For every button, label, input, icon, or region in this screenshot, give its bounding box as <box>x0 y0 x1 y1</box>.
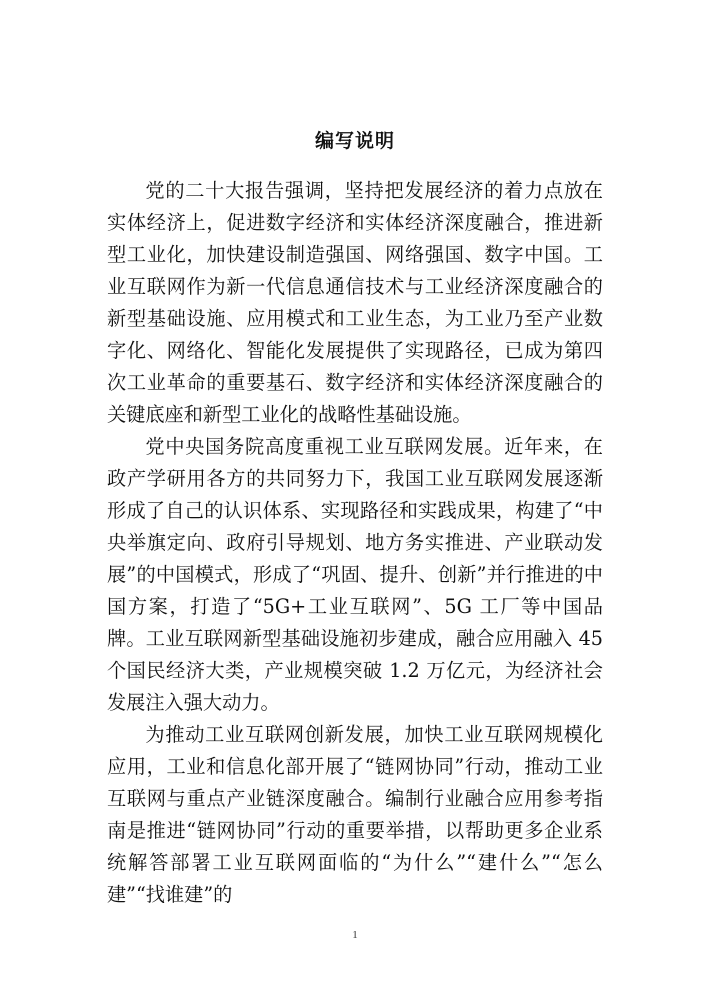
paragraph-3: 为推动工业互联网创新发展，加快工业互联网规模化应用，工业和信息化部开展了“链网协同”行动，推动工业互联网与重点产业链深度融合。编制行业融合应用参考指南是推进“链网协同”行动的重要举措，以帮助更多企业系统解答部署工业互联网面临的“为什么”“建什么”“怎么建”“找谁建”的 <box>107 723 603 906</box>
paragraph-1: 党的二十大报告强调，坚持把发展经济的着力点放在实体经济上，促进数字经济和实体经济深度融合，推进新型工业化，加快建设制造强国、网络强国、数字中国。工业互联网作为新一代信息通信技术与工业经济深度融合的新型基础设施、应用模式和工业生态，为工业乃至产业数字化、网络化、智能化发展提供了实现路径，已成为第四次工业革命的重要基石、数字经济和实体经济深度融合的关键底座和新型工业化的战略性基础设施。 <box>107 179 603 426</box>
body-text <box>107 175 603 911</box>
page-title: 编写说明 <box>314 130 395 152</box>
paragraph-2: 党中央国务院高度重视工业互联网发展。近年来，在政产学研用各方的共同努力下，我国工业互联网发展逐渐形成了自己的认识体系、实现路径和实践成果，构建了“中央举旗定向、政府引导规划、地方务实推进、产业联动发展”的中国模式，形成了“巩固、提升、创新”并行推进的中国方案，打造了“5G+工业互联网”、5G 工厂等中国品牌。工业互联网新型基础设施初步建成，融合应用融入 45 个国民经济大类，产业规模突破 1.2 万亿元，为经济社会发展注入强大动力。 <box>107 435 603 714</box>
page-number: 1 <box>352 929 358 941</box>
